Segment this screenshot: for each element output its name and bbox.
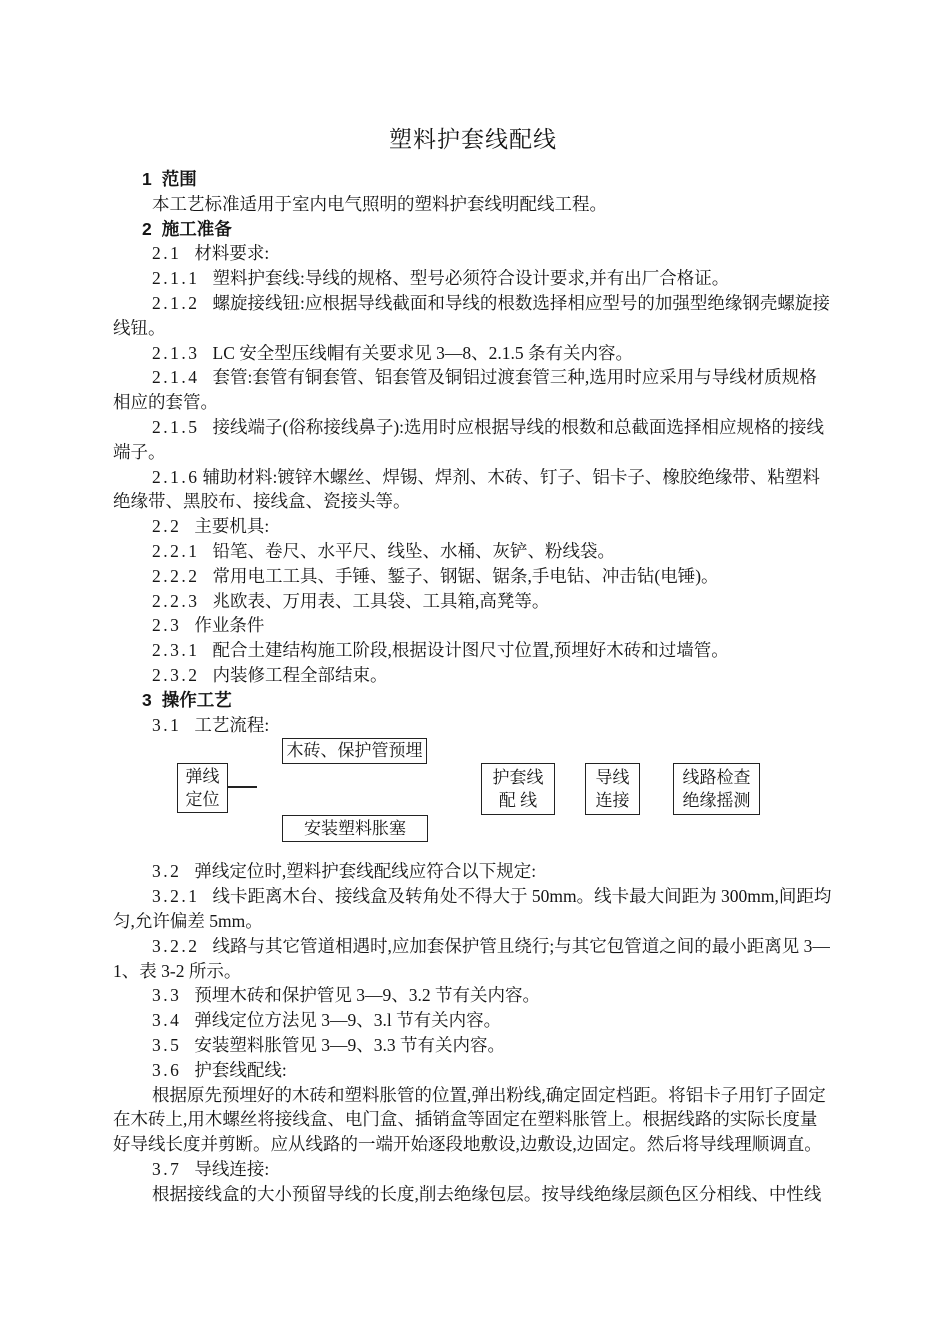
process-flowchart bbox=[113, 737, 833, 859]
paragraph bbox=[113, 365, 833, 415]
paragraph-text: 预埋木砖和保护管见 3—9、3.2 节有关内容。 bbox=[194, 985, 540, 1006]
paragraph-text: 操作工艺 bbox=[161, 689, 232, 710]
paragraph bbox=[113, 613, 833, 638]
flow-box-muzhuan bbox=[282, 738, 427, 764]
paragraph-text: 接线端子(俗称接线鼻子):选用时应根据导线的根数和总截面选择相应规格的接线端子。 bbox=[113, 416, 825, 462]
paragraph-text: 施工准备 bbox=[161, 218, 232, 239]
paragraph-text: 塑料护套线:导线的规格、型号必须符合设计要求,并有出厂合格证。 bbox=[212, 268, 730, 289]
paragraph-number: 3.2.2 bbox=[152, 935, 200, 956]
flow-box-tanxian bbox=[177, 763, 228, 813]
paragraph-number: 3.1 bbox=[152, 714, 182, 735]
paragraph-number: 2.3.2 bbox=[152, 664, 200, 685]
paragraph-number: 2.1.3 bbox=[152, 342, 200, 363]
flow-box-label: 导线 bbox=[595, 768, 630, 788]
paragraph-text: 螺旋接线钮:应根据导线截面和导线的根数选择相应型号的加强型绝缘钢壳螺旋接线钮。 bbox=[113, 292, 830, 338]
flow-box-label: 安装塑料胀塞 bbox=[304, 819, 406, 839]
paragraph bbox=[113, 934, 833, 984]
flow-box-xianlu bbox=[673, 763, 760, 815]
paragraph bbox=[113, 514, 833, 539]
paragraph-number: 3.5 bbox=[152, 1034, 182, 1055]
paragraph bbox=[113, 291, 833, 341]
paragraph-number: 2.2.2 bbox=[152, 565, 200, 586]
flow-box-label: 配 线 bbox=[498, 791, 538, 811]
paragraph-text: 常用电工工具、手锤、錾子、钢锯、锯条,手电钻、冲击钻(电锤)。 bbox=[212, 565, 719, 586]
paragraph-number: 2.1.1 bbox=[152, 268, 200, 289]
flow-box-label: 连接 bbox=[595, 791, 630, 811]
paragraph-text: 安装塑料胀管见 3—9、3.3 节有关内容。 bbox=[194, 1034, 505, 1055]
paragraph bbox=[113, 1182, 833, 1207]
paragraph-text: 工艺流程: bbox=[194, 714, 270, 735]
paragraph-number: 2.2.3 bbox=[152, 590, 200, 611]
paragraph-text: 线路与其它管道相遇时,应加套保护管且绕行;与其它包管道之间的最小距离见 3—1、表 3-2 所示。 bbox=[113, 935, 830, 981]
paragraph-text: 铅笔、卷尺、水平尺、线坠、水桶、灰铲、粉线袋。 bbox=[212, 540, 615, 561]
document-body bbox=[113, 167, 833, 1206]
paragraph-number: 3.2 bbox=[152, 861, 182, 882]
paragraph bbox=[113, 663, 833, 688]
paragraph-text: 范围 bbox=[161, 169, 197, 189]
flow-box-label: 弹线 bbox=[185, 767, 220, 787]
paragraph-number: 3.4 bbox=[152, 1010, 182, 1031]
paragraph-number: 2.1.5 bbox=[152, 416, 200, 437]
paragraph bbox=[113, 539, 833, 564]
paragraph-number: 2.1.6 bbox=[152, 466, 200, 487]
paragraph-number: 3.2.1 bbox=[152, 886, 200, 907]
paragraph bbox=[113, 1157, 833, 1182]
paragraph bbox=[113, 1033, 833, 1058]
paragraph bbox=[113, 241, 833, 266]
flow-box-hutaoxian bbox=[481, 763, 555, 815]
paragraph-number: 3.3 bbox=[152, 985, 182, 1006]
paragraph bbox=[113, 465, 833, 515]
paragraph-number: 3 bbox=[142, 689, 152, 710]
paragraph bbox=[113, 1008, 833, 1033]
paragraph-text: 根据接线盒的大小预留导线的长度,削去绝缘包层。按导线绝缘层颜色区分相线、中性线 bbox=[152, 1183, 822, 1204]
paragraph-text: 辅助材料:镀锌木螺丝、焊锡、焊剂、木砖、钉子、铝卡子、橡胶绝缘带、粘塑料绝缘带、黑胶布、接线盒、瓷接头等。 bbox=[113, 466, 820, 512]
flow-connector-line bbox=[228, 786, 257, 788]
paragraph bbox=[113, 713, 833, 738]
paragraph-number: 2.2 bbox=[152, 516, 182, 537]
paragraph bbox=[113, 415, 833, 465]
section-heading bbox=[113, 167, 833, 192]
section-heading bbox=[113, 217, 833, 242]
paragraph bbox=[113, 341, 833, 366]
flow-box-label: 护套线 bbox=[492, 768, 544, 788]
flow-box-daoxian bbox=[585, 763, 640, 815]
paragraph bbox=[113, 266, 833, 291]
paragraph-text: 配合土建结构施工阶段,根据设计图尺寸位置,预埋好木砖和过墙管。 bbox=[212, 640, 729, 661]
paragraph-number: 2.1.4 bbox=[152, 367, 200, 388]
paragraph-text: 主要机具: bbox=[194, 516, 270, 537]
paragraph-text: 作业条件 bbox=[194, 615, 265, 636]
flow-box-label: 定位 bbox=[185, 790, 220, 810]
paragraph-number: 2.1 bbox=[152, 243, 182, 264]
paragraph bbox=[113, 884, 833, 934]
paragraph-text: 弹线定位时,塑料护套线配线应符合以下规定: bbox=[194, 861, 537, 882]
paragraph bbox=[113, 192, 833, 217]
paragraph-text: 本工艺标准适用于室内电气照明的塑料护套线明配线工程。 bbox=[152, 193, 607, 214]
paragraph bbox=[113, 589, 833, 614]
flow-box-label: 线路检查 bbox=[682, 768, 751, 788]
paragraph-number: 2.3 bbox=[152, 615, 182, 636]
paragraph-text: 护套线配线: bbox=[194, 1059, 287, 1080]
document-title: 塑料护套线配线 bbox=[389, 127, 557, 152]
paragraph bbox=[113, 638, 833, 663]
paragraph-number: 2.3.1 bbox=[152, 640, 200, 661]
flow-box-label: 木砖、保护管预埋 bbox=[286, 741, 423, 761]
paragraph-text: 内装修工程全部结束。 bbox=[212, 664, 388, 685]
paragraph bbox=[113, 859, 833, 884]
paragraph-number: 2.1.2 bbox=[152, 292, 200, 313]
paragraph-text: 根据原先预埋好的木砖和塑料胀管的位置,弹出粉线,确定固定档距。将铝卡子用钉子固定在木砖上,用木螺丝将接线盒、电门盒、插销盒等固定在塑料胀管上。根据线路的实际长度量好导线长度并剪断。应从线路的一端开始逐段地敷设,边敷设,边固定。然后将导线理顺调直。 bbox=[113, 1084, 826, 1155]
paragraph-number: 2 bbox=[142, 218, 152, 239]
paragraph-text: 材料要求: bbox=[194, 243, 270, 264]
paragraph-text: LC 安全型压线帽有关要求见 3—8、2.1.5 条有关内容。 bbox=[212, 342, 633, 363]
paragraph bbox=[113, 983, 833, 1008]
paragraph-number: 2.2.1 bbox=[152, 540, 200, 561]
paragraph-text: 兆欧表、万用表、工具袋、工具箱,高凳等。 bbox=[212, 590, 550, 611]
flow-box-label: 绝缘摇测 bbox=[682, 791, 751, 811]
paragraph-number: 3.7 bbox=[152, 1158, 182, 1179]
paragraph bbox=[113, 564, 833, 589]
paragraph bbox=[113, 1058, 833, 1083]
paragraph-text: 套管:套管有铜套管、铝套管及铜铝过渡套管三种,选用时应采用与导线材质规格相应的套管。 bbox=[113, 367, 817, 413]
flow-box-anzhuang bbox=[282, 815, 428, 842]
paragraph-text: 弹线定位方法见 3—9、3.l 节有关内容。 bbox=[194, 1010, 502, 1031]
paragraph bbox=[113, 1083, 833, 1157]
section-heading bbox=[113, 688, 833, 713]
paragraph-number: 3.6 bbox=[152, 1059, 182, 1080]
paragraph-text: 线卡距离木台、接线盒及转角处不得大于 50mm。线卡最大间距为 300mm,间距均匀,允许偏差 5mm。 bbox=[113, 886, 832, 931]
paragraph-text: 导线连接: bbox=[194, 1158, 270, 1179]
paragraph-number: 1 bbox=[142, 169, 152, 189]
